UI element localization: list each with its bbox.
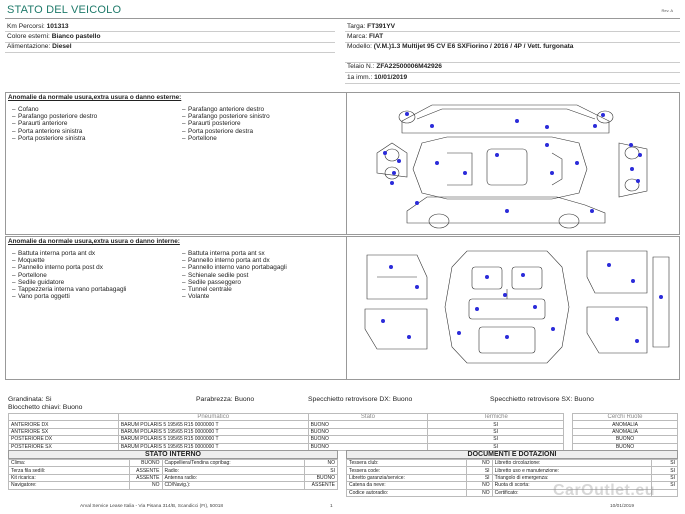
list-item: – Paraurti anteriore (12, 120, 97, 127)
tyre-term: SI (428, 436, 564, 443)
cell: Libretto uso e manutenzione: (492, 467, 651, 474)
tyre-model: BARUM POLARIS 5 195/65 R15 0000000 T (118, 436, 308, 443)
wheel-stato: BUONO (573, 436, 678, 443)
interior-damage-box (5, 236, 680, 380)
list-item: – Tappezzeria interna vano portabagagli (12, 286, 182, 293)
telaio-row (345, 63, 680, 73)
right-info (345, 22, 680, 84)
interior-title: Anomalie da normale usura,extra usura o danno interne: (8, 238, 180, 245)
stato-interno-title: STATO INTERNO (8, 450, 338, 459)
cell: ASSENTE (129, 474, 162, 481)
list-item: – Volante (182, 293, 342, 300)
tyre-term: SI (428, 428, 564, 435)
blocchetto: Blocchetto chiavi: Buono (8, 404, 83, 411)
km-label: Km Percorsi: (7, 22, 45, 30)
revision-label: Rev. A (661, 8, 673, 13)
cell (652, 489, 678, 496)
list-item: – Porta posteriore destra (182, 128, 270, 135)
table-row (9, 421, 564, 428)
km-row (5, 22, 335, 32)
cell: Libretto circolazione: (492, 460, 651, 467)
empty-header (9, 414, 119, 421)
wheel-stato: ANOMALIA (573, 428, 678, 435)
pneumatico-header: Pneumatico (118, 414, 308, 421)
list-item: – Pannello interno vano portabagagli (182, 264, 342, 271)
cell: NO (466, 482, 492, 489)
alimentazione-row (5, 43, 335, 53)
table-row (573, 421, 678, 428)
cell: BUONO (305, 474, 338, 481)
cell: SI (466, 474, 492, 481)
cell: Radio: (162, 467, 305, 474)
modello-value: (V.M.)1.3 Multijet 95 CV E6 SXFiorino / 2016 / 4P / Vett. furgonata (373, 43, 574, 51)
cell: NO (129, 482, 162, 489)
interior-car-svg (347, 237, 680, 379)
modello-row (345, 43, 680, 63)
cerchi-header: Cerchi Ruote (573, 414, 678, 421)
tyre-stato: BUONO (308, 428, 428, 435)
cell: SI (652, 474, 678, 481)
page-title: STATO DEL VEICOLO (7, 4, 122, 16)
table-row (9, 482, 338, 489)
table-row (9, 467, 338, 474)
footer-date: 10/01/2019 (610, 504, 635, 509)
list-item: – Parafango posteriore destro (12, 113, 97, 120)
cell: ASSENTE (129, 467, 162, 474)
alimentazione-value: Diesel (52, 43, 72, 51)
tyre-stato: BUONO (308, 443, 428, 450)
cell: SI (652, 467, 678, 474)
cell: Triangolo di emergenza: (492, 474, 651, 481)
cell: CD/Navig.): (162, 482, 305, 489)
interior-list-col2 (182, 250, 342, 300)
colore-row (5, 32, 335, 42)
exterior-car-svg (347, 93, 680, 234)
tyre-model: BARUM POLARIS 5 195/65 R15 0000000 T (118, 428, 308, 435)
cell: SI (466, 467, 492, 474)
cell: BUONO (129, 460, 162, 467)
list-item: – Moquette (12, 257, 182, 264)
targa-row (345, 22, 680, 32)
cell: Tessera club: (347, 460, 467, 467)
stato-header: Stato (308, 414, 428, 421)
left-info (5, 22, 335, 53)
cell: NO (466, 489, 492, 496)
tyre-model: BARUM POLARIS 5 195/65 R15 0000000 T (118, 421, 308, 428)
cell: ASSENTE (305, 482, 338, 489)
list-item: – Paraurti posteriore (182, 120, 270, 127)
list-item: – Portellone (182, 135, 270, 142)
table-row (347, 474, 678, 481)
exterior-car-diagram (346, 93, 679, 234)
exterior-title: Anomalie da normale usura,extra usura o danno esterne: (8, 94, 182, 101)
exterior-list-col1 (12, 106, 97, 142)
telaio-value: ZFA22500006M42926 (376, 63, 442, 71)
table-row (9, 436, 564, 443)
list-item: – Porta anteriore sinistra (12, 128, 97, 135)
imm-row (345, 73, 680, 83)
tyre-term: SI (428, 443, 564, 450)
tyre-pos: POSTERIORE SX (9, 443, 119, 450)
cell: Cappelliera/Tendina copribag: (162, 460, 305, 467)
header-divider (5, 18, 680, 19)
footer-company: Arval Service Lease Italia - Via Pisana 314/B, Scandicci (FI), 50018 (80, 504, 224, 509)
wheel-stato: ANOMALIA (573, 421, 678, 428)
exterior-damage-box (5, 92, 680, 235)
list-item: – Pannello interno porta ant dx (182, 257, 342, 264)
cell: Tessera code: (347, 467, 467, 474)
tyre-model: BARUM POLARIS 5 195/65 R15 0000000 T (118, 443, 308, 450)
list-item: – Tunnel centrale (182, 286, 342, 293)
table-row (9, 474, 338, 481)
watermark-logo: CarOutlet.eu (552, 482, 655, 499)
specchietto-sx: Specchietto retrovisore SX: Buono (490, 396, 594, 403)
documenti-title: DOCUMENTI E DOTAZIONI (346, 450, 678, 459)
marca-label: Marca: (347, 32, 368, 40)
list-item: – Pannello interno porta post dx (12, 264, 182, 271)
marca-value: FIAT (369, 32, 384, 40)
termiche-header: Termiche (428, 414, 564, 421)
table-row (9, 460, 338, 467)
list-item: – Battuta interna porta ant sx (182, 250, 342, 257)
telaio-label: Telaio N.: (347, 63, 375, 71)
targa-value: FT391YV (367, 22, 396, 30)
parabrezza: Parabrezza: Buono (196, 396, 255, 403)
cell: NO (466, 460, 492, 467)
tyre-stato: BUONO (308, 436, 428, 443)
specchietto-dx: Specchietto retrovisore DX: Buono (308, 396, 413, 403)
table-row (9, 428, 564, 435)
table-row (347, 460, 678, 467)
list-item: – Parafango posteriore sinistro (182, 113, 270, 120)
tyres-table (8, 413, 564, 451)
cell: Terza fila sedili: (9, 467, 130, 474)
cell: Antenna radio: (162, 474, 305, 481)
list-item: – Porta posteriore sinistra (12, 135, 97, 142)
list-item: – Portellone (12, 272, 182, 279)
list-item: – Parafango anteriore destro (182, 106, 270, 113)
list-item: – Schienale sedile post (182, 272, 342, 279)
list-item: – Vano porta oggetti (12, 293, 182, 300)
modello-label: Modello: (347, 43, 372, 51)
cell: Navigatore: (9, 482, 130, 489)
cell: NO (305, 460, 338, 467)
cell: Ruota di scorta: (492, 482, 651, 489)
cell: Kit ricarica: (9, 474, 130, 481)
wheels-table (572, 413, 678, 451)
tyre-term: SI (428, 421, 564, 428)
list-item: – Sedile passeggero (182, 279, 342, 286)
colore-label: Colore esterni: (7, 32, 50, 40)
exterior-list-col2 (182, 106, 270, 142)
cell: Certificato: (492, 489, 651, 496)
tyre-pos: ANTERIORE DX (9, 421, 119, 428)
cell: Libretto garanzia/service: (347, 474, 467, 481)
cell: SI (652, 460, 678, 467)
wheel-stato: BUONO (573, 443, 678, 450)
list-item: – Cofano (12, 106, 97, 113)
stato-interno-table (8, 459, 338, 490)
table-row (347, 467, 678, 474)
cell: Codice autoradio: (347, 489, 467, 496)
imm-label: 1a imm.: (347, 73, 373, 81)
list-item: – Sedile guidatore (12, 279, 182, 286)
colore-value: Bianco pastello (51, 32, 101, 40)
imm-value: 10/01/2019 (374, 73, 408, 81)
footer-page: 1 (330, 504, 333, 509)
alimentazione-label: Alimentazione: (7, 43, 51, 51)
grandinata: Grandinata: Si (8, 396, 52, 403)
cell: Catena da neve: (347, 482, 467, 489)
tyre-pos: POSTERIORE DX (9, 436, 119, 443)
interior-car-diagram (346, 237, 679, 379)
list-item: – Battuta interna porta ant dx (12, 250, 182, 257)
cell: SI (305, 467, 338, 474)
tyre-pos: ANTERIORE SX (9, 428, 119, 435)
table-row (573, 436, 678, 443)
targa-label: Targa: (347, 22, 366, 30)
cell: SI (652, 482, 678, 489)
table-row (573, 428, 678, 435)
table-header-row (573, 414, 678, 421)
interior-list-col1 (12, 250, 182, 300)
cell: Clima: (9, 460, 130, 467)
table-header-row (9, 414, 564, 421)
marca-row (345, 32, 680, 42)
km-value: 101313 (46, 22, 69, 30)
tyre-stato: BUONO (308, 421, 428, 428)
